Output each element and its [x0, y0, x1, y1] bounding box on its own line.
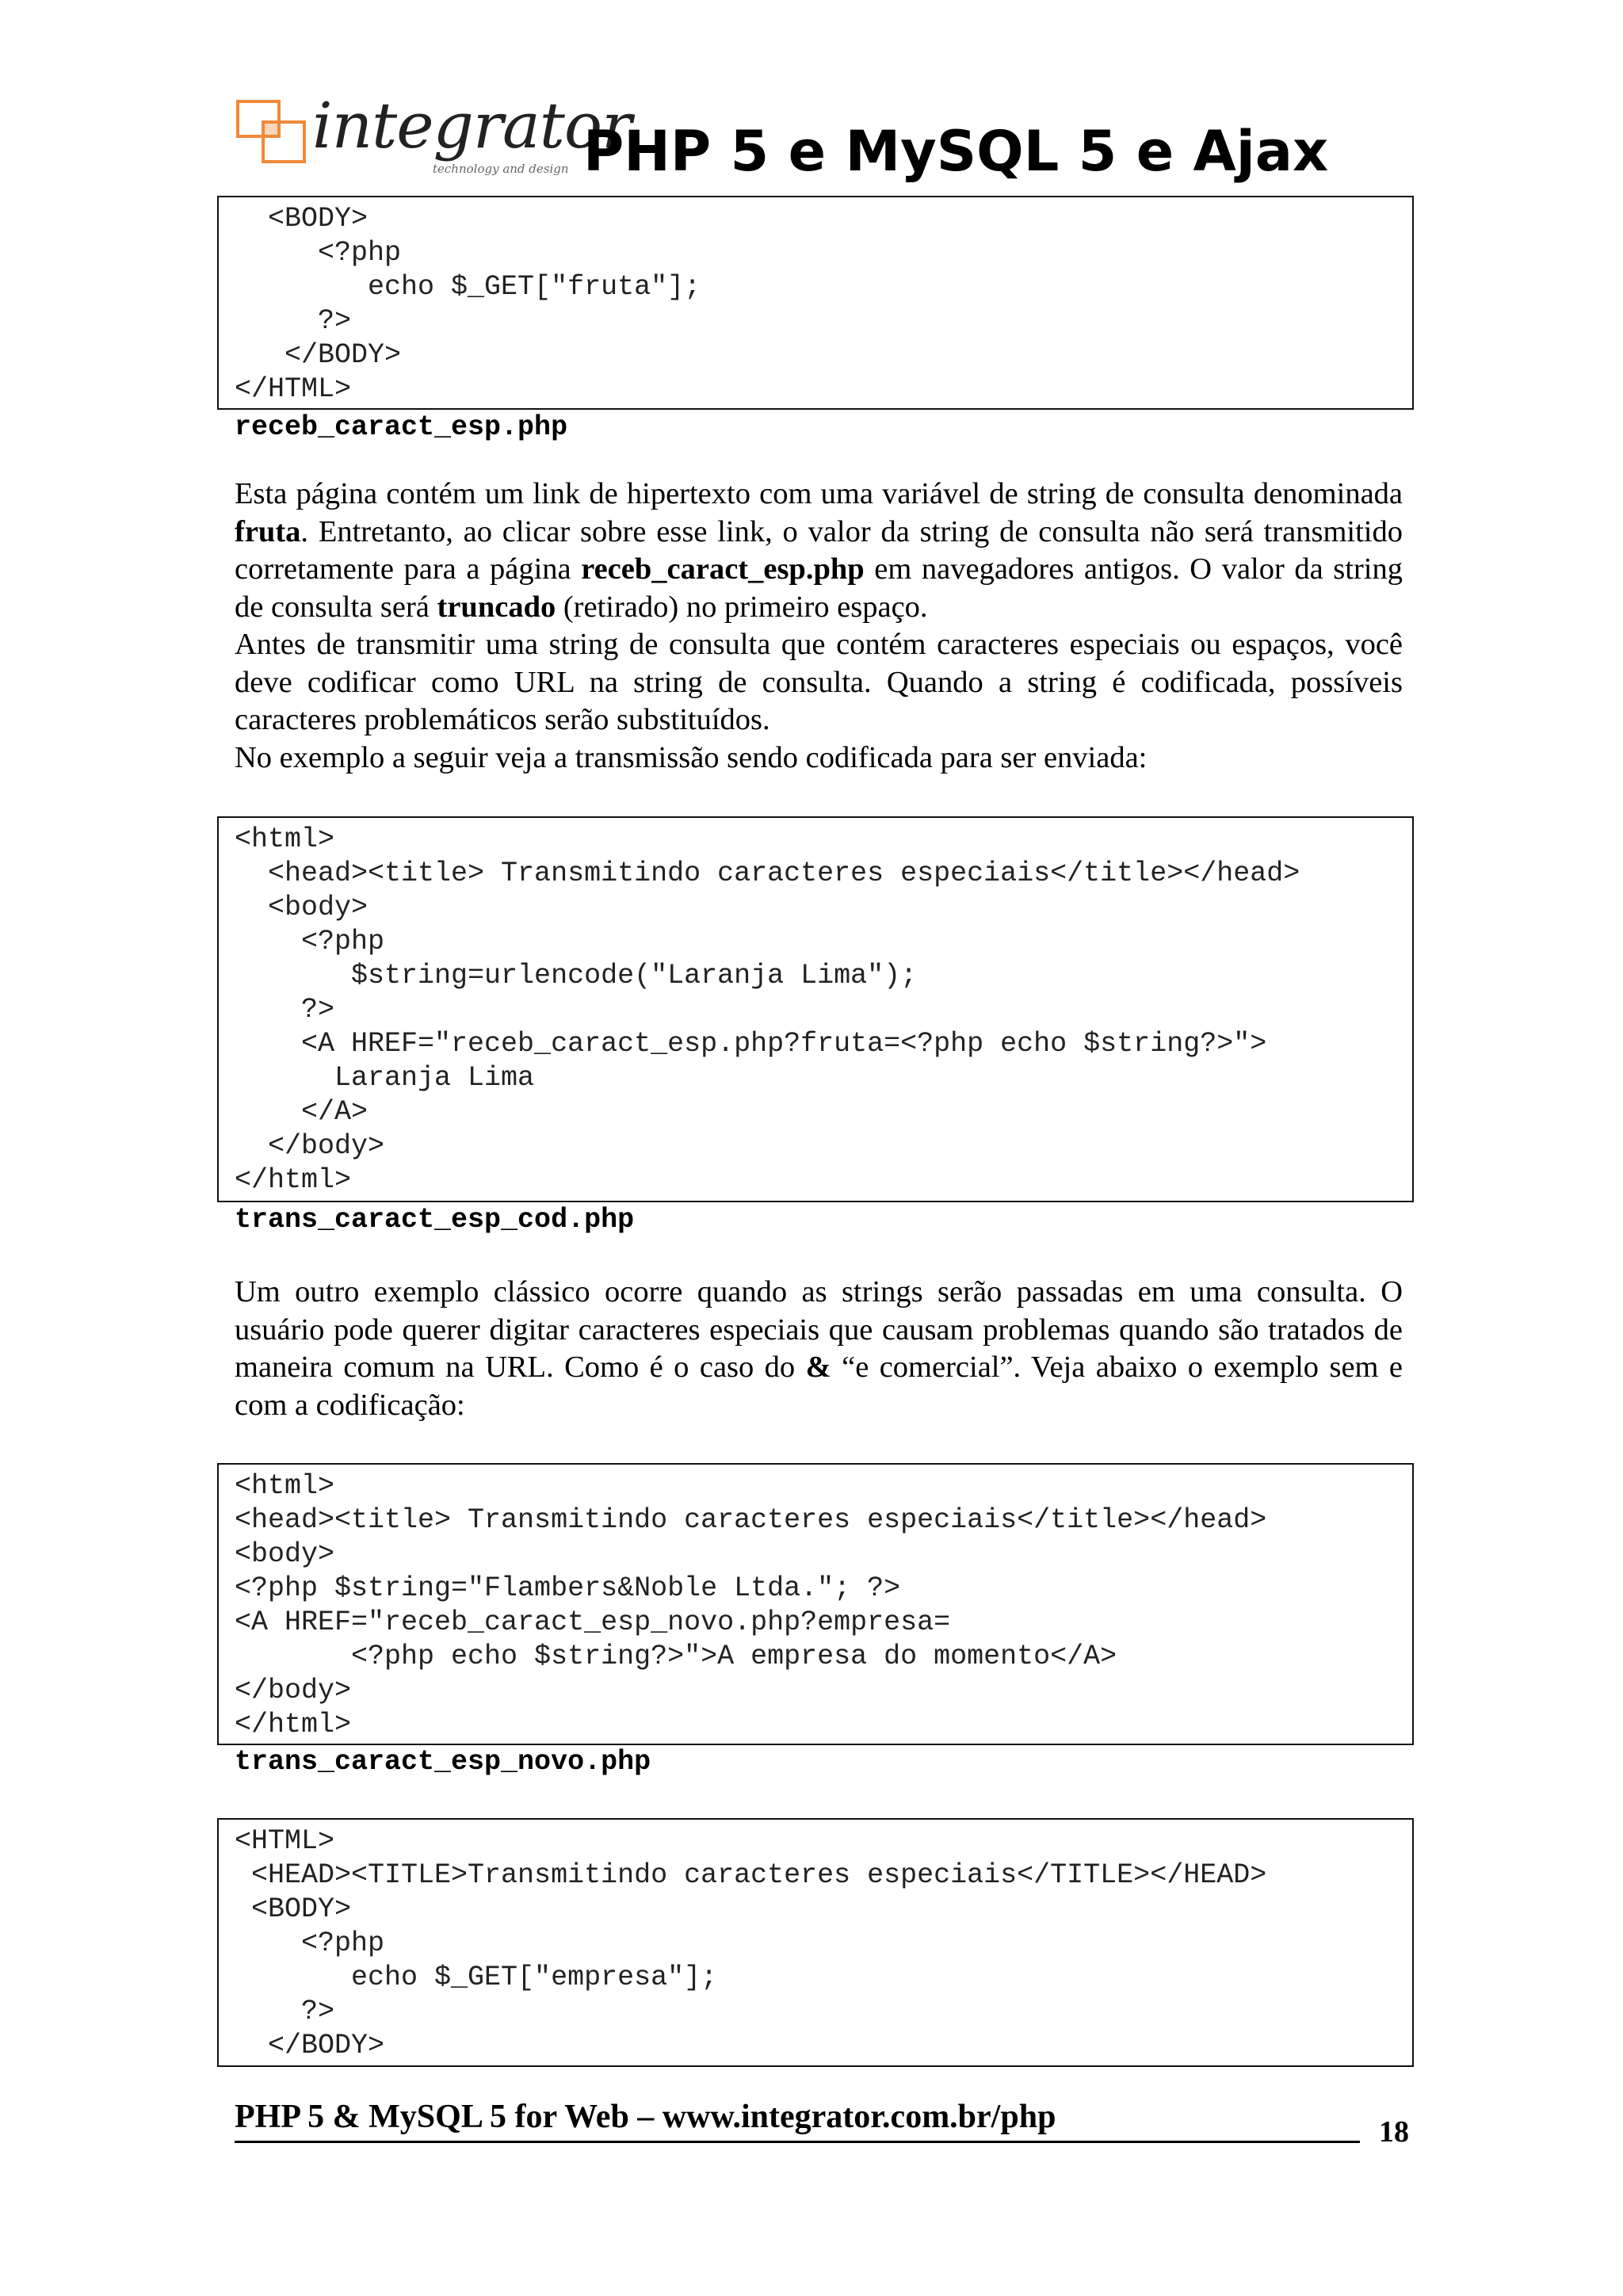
- code-line: <head><title> Transmitindo caracteres especiais</title></head>: [235, 1504, 1267, 1536]
- code-line: <HEAD><TITLE>Transmitindo caracteres especiais</TITLE></HEAD>: [235, 1859, 1267, 1891]
- file-label-receb-caract-esp: receb_caract_esp.php: [235, 411, 568, 443]
- file-label-trans-caract-esp-novo: trans_caract_esp_novo.php: [235, 1746, 651, 1778]
- code-line: <html>: [235, 1470, 335, 1502]
- text-segment: em navegadores: [864, 552, 1075, 586]
- code-line: <BODY>: [235, 1893, 352, 1925]
- code-line: <?php echo $string?>">A empresa do momento</A>: [235, 1641, 1117, 1672]
- code-line: echo $_GET["fruta"];: [235, 271, 701, 303]
- code-line: <HTML>: [235, 1825, 335, 1857]
- code-line: </HTML>: [235, 373, 352, 405]
- code-block-1: [217, 196, 1414, 410]
- code-line: ?>: [235, 305, 352, 337]
- text-segment: Esta página contém um link de hipertexto com uma variável de string de consulta: [235, 477, 1245, 510]
- code-line: <html>: [235, 823, 335, 855]
- code-line: <?php: [235, 926, 385, 957]
- code-line: </html>: [235, 1709, 352, 1740]
- bold-ampersand: &: [805, 1350, 831, 1384]
- logo-squares-icon: [235, 98, 314, 170]
- text-segment: antigos. O valor da string de consulta será: [235, 552, 1403, 624]
- code-line: <?php $string="Flambers&Noble Ltda."; ?>: [235, 1572, 901, 1604]
- text-segment: Um outro exemplo clássico ocorre quando as strings serão passadas em uma consulta. O usuário pode querer digitar caracteres especiais que causam problemas quando são tratados de maneira comum na URL. Como é o caso do: [235, 1275, 1403, 1384]
- footer-text: PHP 5 & MySQL 5 for Web – www.integrator.com.br/php: [235, 2099, 1056, 2135]
- logo-text: integrator: [312, 89, 632, 162]
- file-label-trans-caract-esp-cod: trans_caract_esp_cod.php: [235, 1204, 635, 1236]
- code-line: </BODY>: [235, 2030, 385, 2061]
- code-line: <body>: [235, 892, 369, 923]
- code-line: <head><title> Transmitindo caracteres especiais</title></head>: [235, 858, 1300, 889]
- logo-subtitle: technology and design: [433, 162, 569, 176]
- footer-divider: [235, 2141, 1360, 2143]
- code-line: <body>: [235, 1538, 335, 1570]
- code-line: ?>: [235, 994, 335, 1026]
- document-title: PHP 5 e MySQL 5 e Ajax: [583, 119, 1329, 184]
- code-line: </body>: [235, 1675, 352, 1706]
- bold-term-truncado: truncado: [437, 590, 556, 624]
- code-line: <?php: [235, 1927, 385, 1959]
- paragraph-line: [235, 1274, 1403, 1424]
- code-line: $string=urlencode("Laranja Lima");: [235, 960, 918, 991]
- code-line: </A>: [235, 1096, 369, 1128]
- code-block-2: [217, 816, 1414, 1202]
- code-block-4: [217, 1818, 1414, 2067]
- paragraph-sentence: No exemplo a seguir veja a transmissão sendo codificada para ser enviada:: [235, 740, 1148, 774]
- paragraph-1: [235, 476, 1403, 777]
- code-line: <A HREF="receb_caract_esp.php?fruta=<?php echo $string?>">: [235, 1028, 1267, 1060]
- code-line: Laranja Lima: [235, 1062, 535, 1094]
- code-block-3: [217, 1463, 1414, 1745]
- code-line: ?>: [235, 1996, 335, 2027]
- text-segment: (retirado) no primeiro espaço.: [556, 590, 928, 624]
- bold-term-filename: receb_caract_esp.php: [581, 552, 865, 586]
- code-line: <?php: [235, 237, 402, 269]
- page-number: 18: [1379, 2115, 1409, 2149]
- paragraph-line: [235, 476, 1403, 626]
- text-segment: . Entretanto, ao clicar sobre esse link, o valor da string de consulta: [300, 514, 1140, 548]
- text-segment: “e comercial”. Veja abaixo o exemplo sem e com a codificação:: [235, 1350, 1403, 1422]
- code-line: echo $_GET["empresa"];: [235, 1962, 718, 1993]
- text-segment: não será transmitido corretamente para a página: [235, 514, 1403, 586]
- code-line: <A HREF="receb_caract_esp_novo.php?empresa=: [235, 1606, 951, 1638]
- code-line: </BODY>: [235, 339, 402, 371]
- integrator-logo: [235, 89, 632, 177]
- page-header: [235, 89, 1423, 193]
- paragraph-sentence: Antes de transmitir uma string de consulta que contém caracteres especiais ou espaços, você deve codificar como URL na string de consulta. Quando a string é codificada, possíveis caracteres problemáticos serão substituídos.: [235, 628, 1403, 736]
- bold-term-fruta: fruta: [235, 514, 301, 548]
- text-segment: denominada: [1253, 477, 1403, 510]
- code-line: </body>: [235, 1130, 385, 1162]
- code-line: <BODY>: [235, 203, 369, 235]
- paragraph-2: [235, 1274, 1403, 1424]
- code-line: </html>: [235, 1164, 352, 1196]
